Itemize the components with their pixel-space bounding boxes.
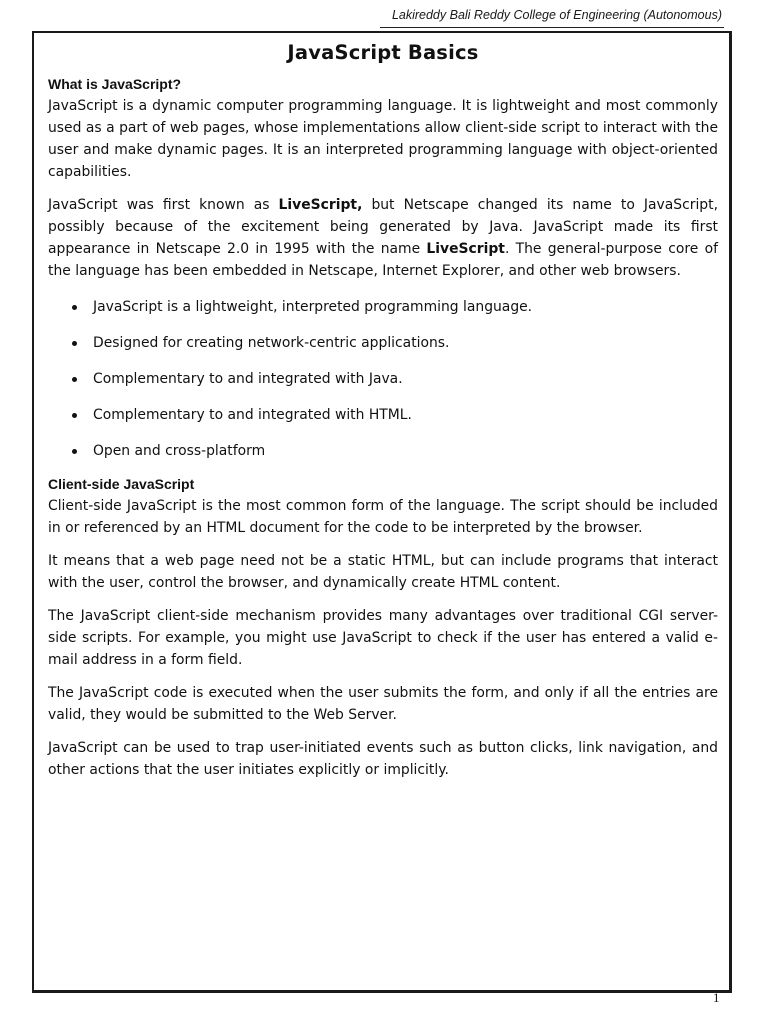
text-run: . The general-purpose core of the language has been embedded in Netscape, Internet Explorer, and other web browsers. bbox=[48, 241, 718, 279]
page-number: 1 bbox=[713, 990, 720, 1005]
section-heading-what-is-javascript: What is JavaScript? bbox=[48, 76, 182, 92]
header-rule bbox=[380, 27, 724, 28]
bold-term-livescript: LiveScript bbox=[426, 241, 505, 257]
header-institution: Lakireddy Bali Reddy College of Engineering (Autonomous) bbox=[391, 8, 722, 22]
paragraph: It means that a web page need not be a static HTML, but can include programs that interact with the user, control the browser, and dynamically create HTML content. bbox=[48, 553, 718, 591]
text-run: JavaScript was first known as bbox=[48, 197, 279, 213]
paragraph: The JavaScript code is executed when the user submits the form, and only if all the entries are valid, they would be submitted to the Web Server. bbox=[48, 685, 718, 723]
paragraph: JavaScript is a dynamic computer programming language. It is lightweight and most commonly used as a part of web pages, whose implementations allow client-side script to interact with the user and make dynamic pages. It is an interpreted programming language with object-oriented capabilities. bbox=[48, 98, 718, 180]
list-item: Designed for creating network-centric applications. bbox=[48, 332, 718, 354]
feature-list bbox=[48, 296, 718, 462]
paragraph: The JavaScript client-side mechanism provides many advantages over traditional CGI server-side scripts. For example, you might use JavaScript to check if the user has entered a valid e-mail address in a form field. bbox=[48, 608, 718, 668]
paragraph: Client-side JavaScript is the most common form of the language. The script should be included in or referenced by an HTML document for the code to be interpreted by the browser. bbox=[48, 498, 718, 536]
document-body bbox=[48, 38, 718, 792]
list-item: JavaScript is a lightweight, interpreted programming language. bbox=[48, 296, 718, 318]
section-heading-client-side: Client-side JavaScript bbox=[48, 476, 195, 492]
list-item: Open and cross-platform bbox=[48, 440, 718, 462]
paragraph bbox=[48, 194, 718, 282]
document-title: JavaScript Basics bbox=[287, 41, 479, 64]
bold-term-livescript: LiveScript, bbox=[278, 197, 363, 213]
paragraph: JavaScript can be used to trap user-initiated events such as button clicks, link navigation, and other actions that the user initiates explicitly or implicitly. bbox=[48, 740, 718, 778]
list-item: Complementary to and integrated with HTML. bbox=[48, 404, 718, 426]
list-item: Complementary to and integrated with Java. bbox=[48, 368, 718, 390]
text-run: but Netscape changed its name to JavaScript, possibly because of the excitement being generated by Java. JavaScript made its first appearance in Netscape 2.0 in 1995 with the name bbox=[48, 197, 718, 257]
